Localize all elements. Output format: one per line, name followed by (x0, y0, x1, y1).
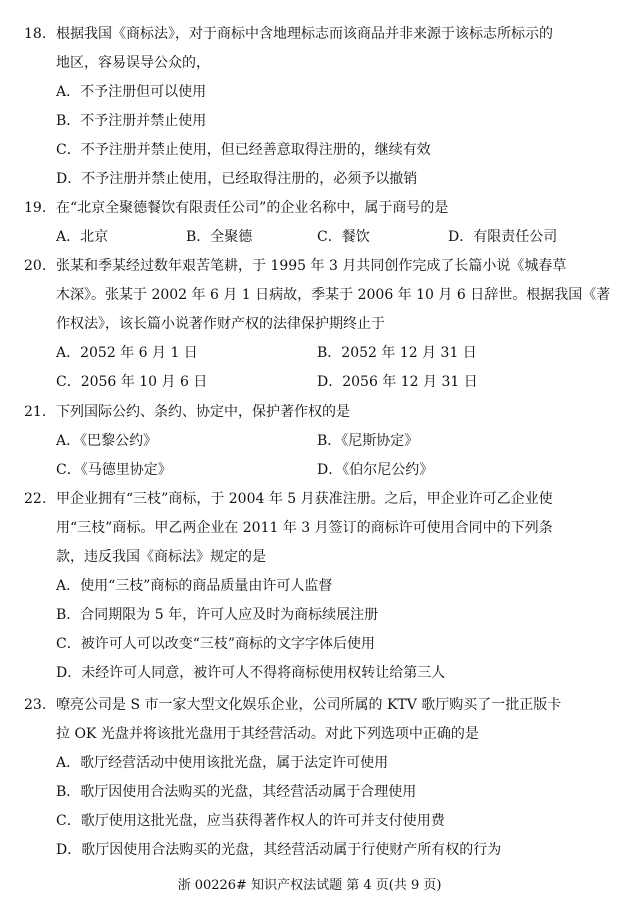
options-row (56, 223, 601, 252)
options-row (56, 456, 601, 485)
option-b: B．合同期限为 5 年，许可人应及时为商标续展注册 (56, 607, 379, 623)
question-text: 下列国际公约、条约、协定中，保护著作权的是 (56, 404, 350, 420)
question-number: 21. (24, 404, 47, 420)
question-18 (24, 20, 601, 194)
question-text: 用“三枝”商标。甲乙两企业在 2011 年 3 月签订的商标许可使用合同中的下列条 (56, 520, 553, 536)
option-c: C．歌厅使用这批光盘，应当获得著作权人的许可并支付使用费 (56, 813, 445, 829)
option-b: B．全聚德 (186, 229, 253, 245)
option-c: C．被许可人可以改变“三枝”商标的文字字体后使用 (56, 636, 376, 652)
question-19 (24, 194, 601, 252)
question-line (24, 194, 601, 223)
options-row (56, 339, 601, 368)
question-text: 张某和季某经过数年艰苦笔耕，于 1995 年 3 月共同创作完成了长篇小说《城春草 (56, 258, 567, 274)
question-number: 18. (24, 26, 47, 42)
option-b: B．不予注册并禁止使用 (56, 113, 207, 129)
option-b: B．2052 年 12 月 31 日 (317, 345, 477, 361)
question-text: 在“北京全聚德餐饮有限责任公司”的企业名称中，属于商号的是 (56, 200, 449, 216)
option-d: D．歌厅因使用合法购买的光盘，其经营活动属于行使财产所有权的行为 (56, 842, 502, 858)
question-line (24, 691, 601, 720)
option-a: A．北京 (56, 229, 109, 245)
option-b: B．歌厅因使用合法购买的光盘，其经营活动属于合理使用 (56, 784, 417, 800)
question-number: 22. (24, 491, 47, 507)
question-text: 地区，容易误导公众的， (56, 55, 210, 71)
question-text: 嘹亮公司是 S 市一家大型文化娱乐企业，公司所属的 KTV 歌厅购买了一批正版卡 (56, 697, 562, 713)
option-d: D．不予注册并禁止使用，已经取得注册的，必须予以撤销 (56, 171, 418, 187)
option-a: A．使用“三枝”商标的商品质量由许可人监督 (56, 578, 333, 594)
option-c: C．餐饮 (317, 229, 370, 245)
question-text: 作权法》，该长篇小说著作财产权的法律保护期终止于 (56, 316, 385, 332)
options-row (56, 368, 601, 397)
question-line (24, 398, 601, 427)
option-d: D．2056 年 12 月 31 日 (317, 374, 478, 390)
options-row (56, 427, 601, 456)
question-text: 根据我国《商标法》，对于商标中含地理标志而该商品并非来源于该标志所标示的 (56, 26, 553, 42)
option-d: D．未经许可人同意，被许可人不得将商标使用权转让给第三人 (56, 665, 446, 681)
option-c: C．2056 年 10 月 6 日 (56, 374, 208, 390)
option-d: D．有限责任公司 (448, 229, 558, 245)
question-23 (24, 691, 601, 865)
option-a: A．2052 年 6 月 1 日 (56, 345, 198, 361)
question-number: 20. (24, 258, 47, 274)
option-a: A．不予注册但可以使用 (56, 84, 207, 100)
question-line (24, 252, 601, 281)
option-b: B．《尼斯协定》 (317, 433, 419, 449)
question-22 (24, 485, 601, 688)
option-a: A．《巴黎公约》 (56, 433, 158, 449)
question-number: 19. (24, 200, 47, 216)
question-21 (24, 398, 601, 485)
question-line (24, 485, 601, 514)
question-text: 甲企业拥有“三枝”商标，于 2004 年 5 月获准注册。之后，甲企业许可乙企业使 (56, 491, 553, 507)
page-footer: 浙 00226# 知识产权法试题 第 4 页(共 9 页) (177, 878, 442, 893)
question-text: 款，违反我国《商标法》规定的是 (56, 549, 266, 565)
option-a: A．歌厅经营活动中使用该批光盘，属于法定许可使用 (56, 755, 389, 771)
question-number: 23. (24, 697, 47, 713)
option-d: D．《伯尔尼公约》 (317, 462, 434, 478)
question-line (24, 20, 601, 49)
option-c: C．《马德里协定》 (56, 462, 172, 478)
question-text: 木深》。张某于 2002 年 6 月 1 日病故，季某于 2006 年 10 月 6 日辞世。根据我国《著 (56, 287, 611, 303)
question-20 (24, 252, 611, 397)
option-c: C．不予注册并禁止使用，但已经善意取得注册的，继续有效 (56, 142, 431, 158)
question-text: 拉 OK 光盘并将该批光盘用于其经营活动。对此下列选项中正确的是 (56, 726, 479, 742)
